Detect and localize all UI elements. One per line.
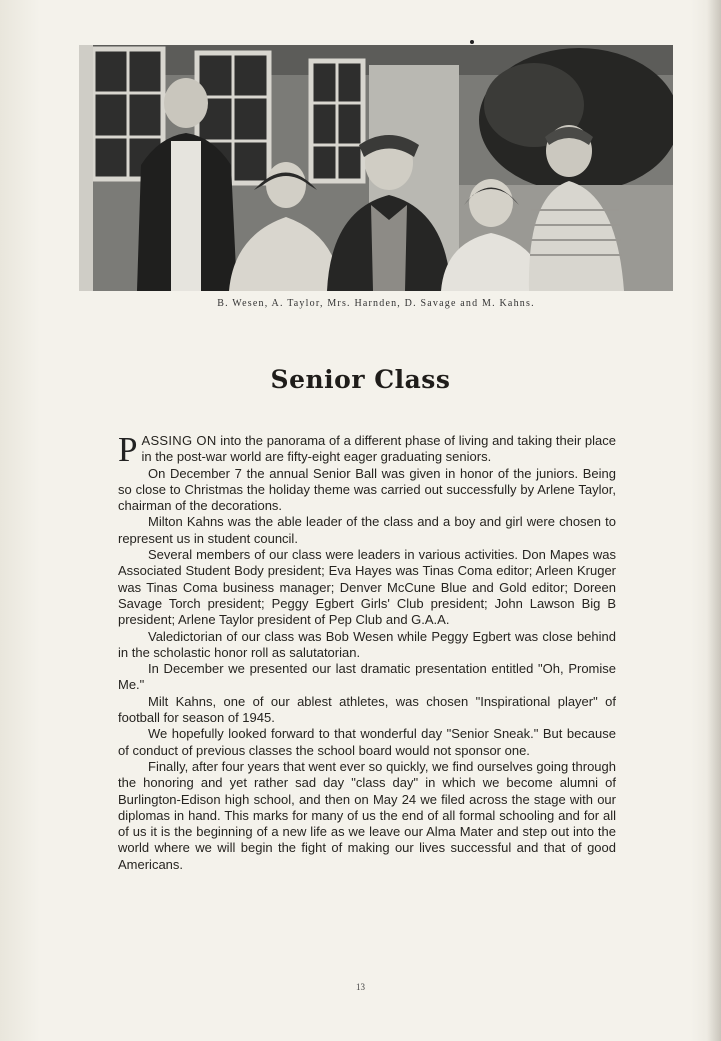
lead-in-caps: ASSING ON [141, 433, 217, 448]
article-paragraph: Valedictorian of our class was Bob Wesen while Peggy Egbert was close behind in the scholastic honor roll as salutatorian. [118, 628, 616, 660]
article-paragraph: Milton Kahns was the able leader of the class and a boy and girl were chosen to represent us in student council. [118, 514, 616, 546]
article-body [118, 430, 617, 873]
article-paragraph: On December 7 the annual Senior Ball was given in honor of the juniors. Being so close to Christmas the holiday theme was carried out successfully by Arlene Taylor, chairman of the decorations. [118, 465, 616, 514]
page-number: 13 [356, 982, 365, 992]
article-paragraph: We hopefully looked forward to that wonderful day "Senior Sneak." But because of conduct of previous classes the school board would not sponsor one. [118, 726, 616, 758]
article-paragraph: Several members of our class were leaders in various activities. Don Mapes was Associated Student Body president; Eva Hayes was Tinas Coma editor; Arleen Kruger was Tinas Coma business manager; Denver McCune Blue and Gold editor; Doreen Savage Torch president; Peggy Egbert Girls' Club president; John Lawson Big B president; Arlene Taylor president of Pep Club and G.A.A. [118, 547, 616, 628]
article-paragraph: Finally, after four years that went ever so quickly, we find ourselves going through the honoring and yet rather sad day "class day" in which we become alumni of Burlington-Edison high school, and then on May 24 we filed across the stage with our diplomas in hand. This marks for many of us the end of all formal schooling and for all of us it is the beginning of a new life as we leave our Alma Mater and step out into the world where we will begin the fight of making our lives successful and that of good Americans. [118, 758, 616, 872]
drop-cap: P [118, 430, 138, 469]
page-title: Senior Class [270, 365, 451, 394]
lead-paragraph-text: into the panorama of a different phase of living and taking their place in the post-war world are fifty-eight eager graduating seniors. [141, 433, 617, 465]
article-paragraph [118, 430, 617, 469]
page-gutter-shadow [707, 0, 721, 1041]
group-photo [79, 45, 673, 291]
article-paragraph: Milt Kahns, one of our ablest athletes, was chosen "Inspirational player" of football for season of 1945. [118, 693, 616, 726]
photo-caption: B. Wesen, A. Taylor, Mrs. Harnden, D. Savage and M. Kahns. [217, 298, 535, 309]
article-paragraph: In December we presented our last dramatic presentation entitled "Oh, Promise Me." [118, 661, 616, 693]
ink-speck [470, 40, 474, 44]
